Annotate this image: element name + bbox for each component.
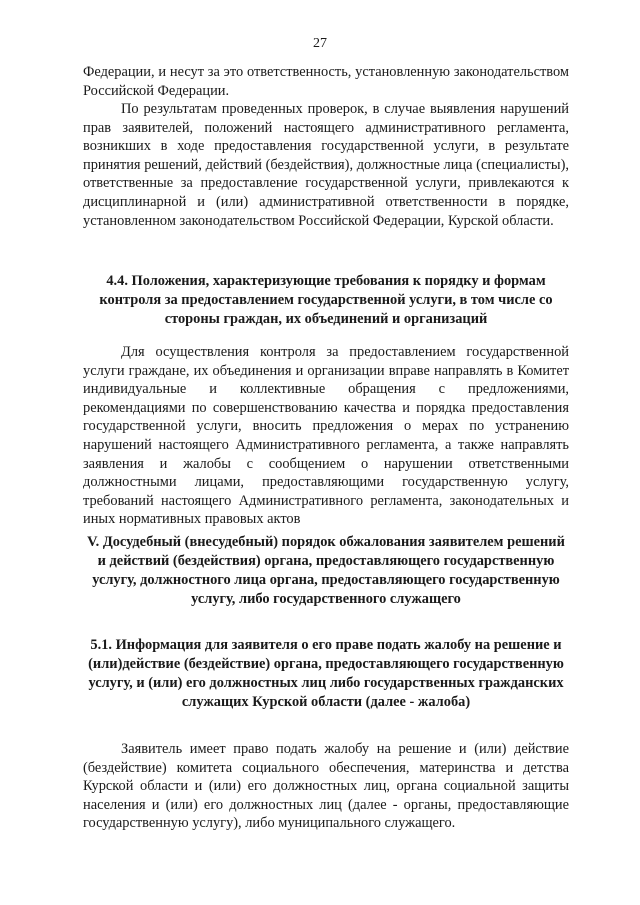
paragraph-liability [83,63,569,100]
paragraph-inspection-results [83,100,569,230]
paragraph-text: Для осуществления контроля за предоставлением государственной услуги граждане, их объединения и организации вправе направлять в Комитет индивидуальные и коллективные обращения с предложениями, рекомендациями по совершенствованию качества и порядка предоставления государственной услуги, вносить предложения о мерах по устранению нарушений настоящего Административного регламента, а также направлять заявления и жалобы с сообщением о нарушении ответственными должностными лицами, предоставляющими государственную услугу, требований настоящего Административного регламента, законодательных и иных нормативных правовых актов [83,344,569,528]
paragraph-text: По результатам проведенных проверок, в случае выявления нарушений прав заявителей, положений настоящего административного регламента, возникших в ходе предоставления государственной услуги, в результате принятия решений, действий (бездействия), должностные лица (специалисты), ответственные за предоставление государственной услуги, привлекаются к дисциплинарной и (или) административной ответственности в порядке, установленном законодательством Российской Федерации, Курской области. [83,101,569,229]
paragraph-complaint-right [83,740,569,833]
chapter-heading-v: V. Досудебный (внесудебный) порядок обжалования заявителем решений и действий (бездействия) органа, предоставляющего государственную услугу, должностного лица органа, предоставляющего государственную услугу, либо государственного служащего [87,534,565,607]
paragraph-text: Заявитель имеет право подать жалобу на решение и (или) действие (бездействие) комитета социального обеспечения, материнства и детства Курской области и (или) его должностных лиц, органа социальной защиты населения и (или) его должностных лиц (далее - органы, предоставляющие государственную услугу), либо муниципального служащего. [83,741,569,832]
section-heading-4-4: 4.4. Положения, характеризующие требования к порядку и формам контроля за предоставлением государственной услуги, в том числе со стороны граждан, их объединений и организаций [99,273,553,327]
section-heading-5-1: 5.1. Информация для заявителя о его праве подать жалобу на решение и (или)действие (бездействие) органа, предоставляющего государственную услугу, и (или) его должностных лиц либо государственных гражданских служащих Курской области (далее - жалоба) [88,637,564,710]
page-number: 27 [313,36,327,51]
paragraph-citizen-control [83,343,569,529]
paragraph-text: Федерации, и несут за это ответственность, установленную законодательством Российской Федерации. [83,64,569,99]
